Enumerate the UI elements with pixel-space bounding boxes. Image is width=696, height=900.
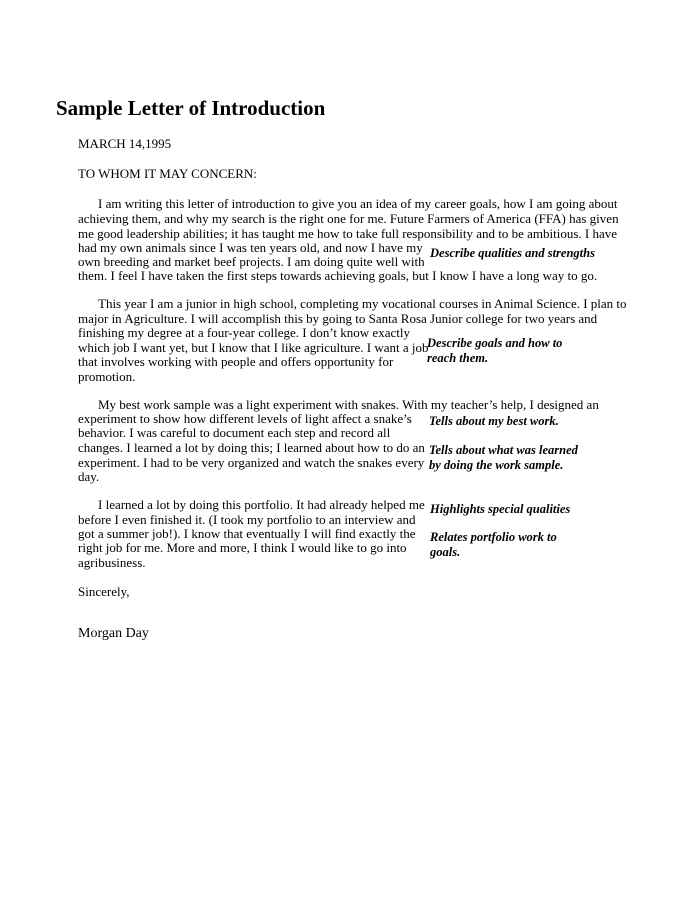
paragraph-line: changes. I learned a lot by doing this; I learned about how to do an	[78, 440, 425, 455]
paragraph-line: finishing my degree at a four-year college. I don’t know exactly	[78, 325, 410, 340]
paragraph-line: agribusiness.	[78, 555, 146, 570]
paragraph-line: I am writing this letter of introduction to give you an idea of my career goals, how I am going about	[98, 196, 618, 211]
paragraph-line: achieving them, and why my search is the right one for me. Future Farmers of America (FFA) has given	[78, 211, 619, 226]
letter-signature: Morgan Day	[78, 626, 149, 641]
page-title: Sample Letter of Introduction	[56, 96, 326, 120]
paragraph-line: had my own animals since I was ten years old, and now I have my	[78, 240, 423, 255]
annotation-learned: by doing the work sample.	[429, 458, 564, 472]
letter-closing: Sincerely,	[78, 584, 130, 599]
paragraph-line: that involves working with people and offers opportunity for	[78, 354, 394, 369]
paragraph-line: promotion.	[78, 369, 136, 384]
paragraph-line: experiment. I had to be very organized and watch the snakes every	[78, 455, 425, 470]
annotation-portfolio-goals: goals.	[430, 545, 461, 559]
letter-salutation: TO WHOM IT MAY CONCERN:	[78, 166, 257, 181]
paragraph-line: This year I am a junior in high school, completing my vocational courses in Animal Science. I plan to	[98, 296, 627, 311]
annotation-best-work: Tells about my best work.	[429, 414, 559, 428]
annotation-learned: Tells about what was learned	[429, 443, 578, 457]
paragraph-line: them. I feel I have taken the first steps towards achieving goals, but I know I have a long way to go.	[78, 268, 598, 283]
paragraph-line: My best work sample was a light experiment with snakes. With my teacher’s help, I designed an	[98, 397, 599, 412]
paragraph-line: experiment to show how different levels of light affect a snake’s	[78, 411, 412, 426]
paragraph-line: right job for me. More and more, I think I would like to go into	[78, 540, 407, 555]
paragraph-line: major in Agriculture. I will accomplish this by going to Santa Rosa Junior college for two years and	[78, 311, 598, 326]
annotation-goals: reach them.	[427, 351, 489, 365]
annotation-qualities-strengths: Describe qualities and strengths	[430, 246, 595, 260]
paragraph-line: I learned a lot by doing this portfolio. It had already helped me	[98, 497, 425, 512]
paragraph-line: before I even finished it. (I took my portfolio to an interview and	[78, 512, 416, 527]
letter-date: MARCH 14,1995	[78, 136, 172, 151]
annotation-goals: Describe goals and how to	[427, 336, 563, 350]
paragraph-line: behavior. I was careful to document each step and record all	[78, 425, 391, 440]
paragraph-line: got a summer job!). I know that eventually I will find exactly the	[78, 526, 416, 541]
paragraph-line: me good leadership abilities; it has taught me how to take full responsibility and to be ambitious. I have	[78, 226, 618, 241]
paragraph-line: which job I want yet, but I know that I like agriculture. I want a job	[78, 340, 429, 355]
paragraph-line: own breeding and market beef projects. I am doing quite well with	[78, 254, 425, 269]
annotation-portfolio-goals: Relates portfolio work to	[430, 530, 557, 544]
annotation-special-qualities: Highlights special qualities	[430, 502, 571, 516]
paragraph-line: day.	[78, 469, 100, 484]
